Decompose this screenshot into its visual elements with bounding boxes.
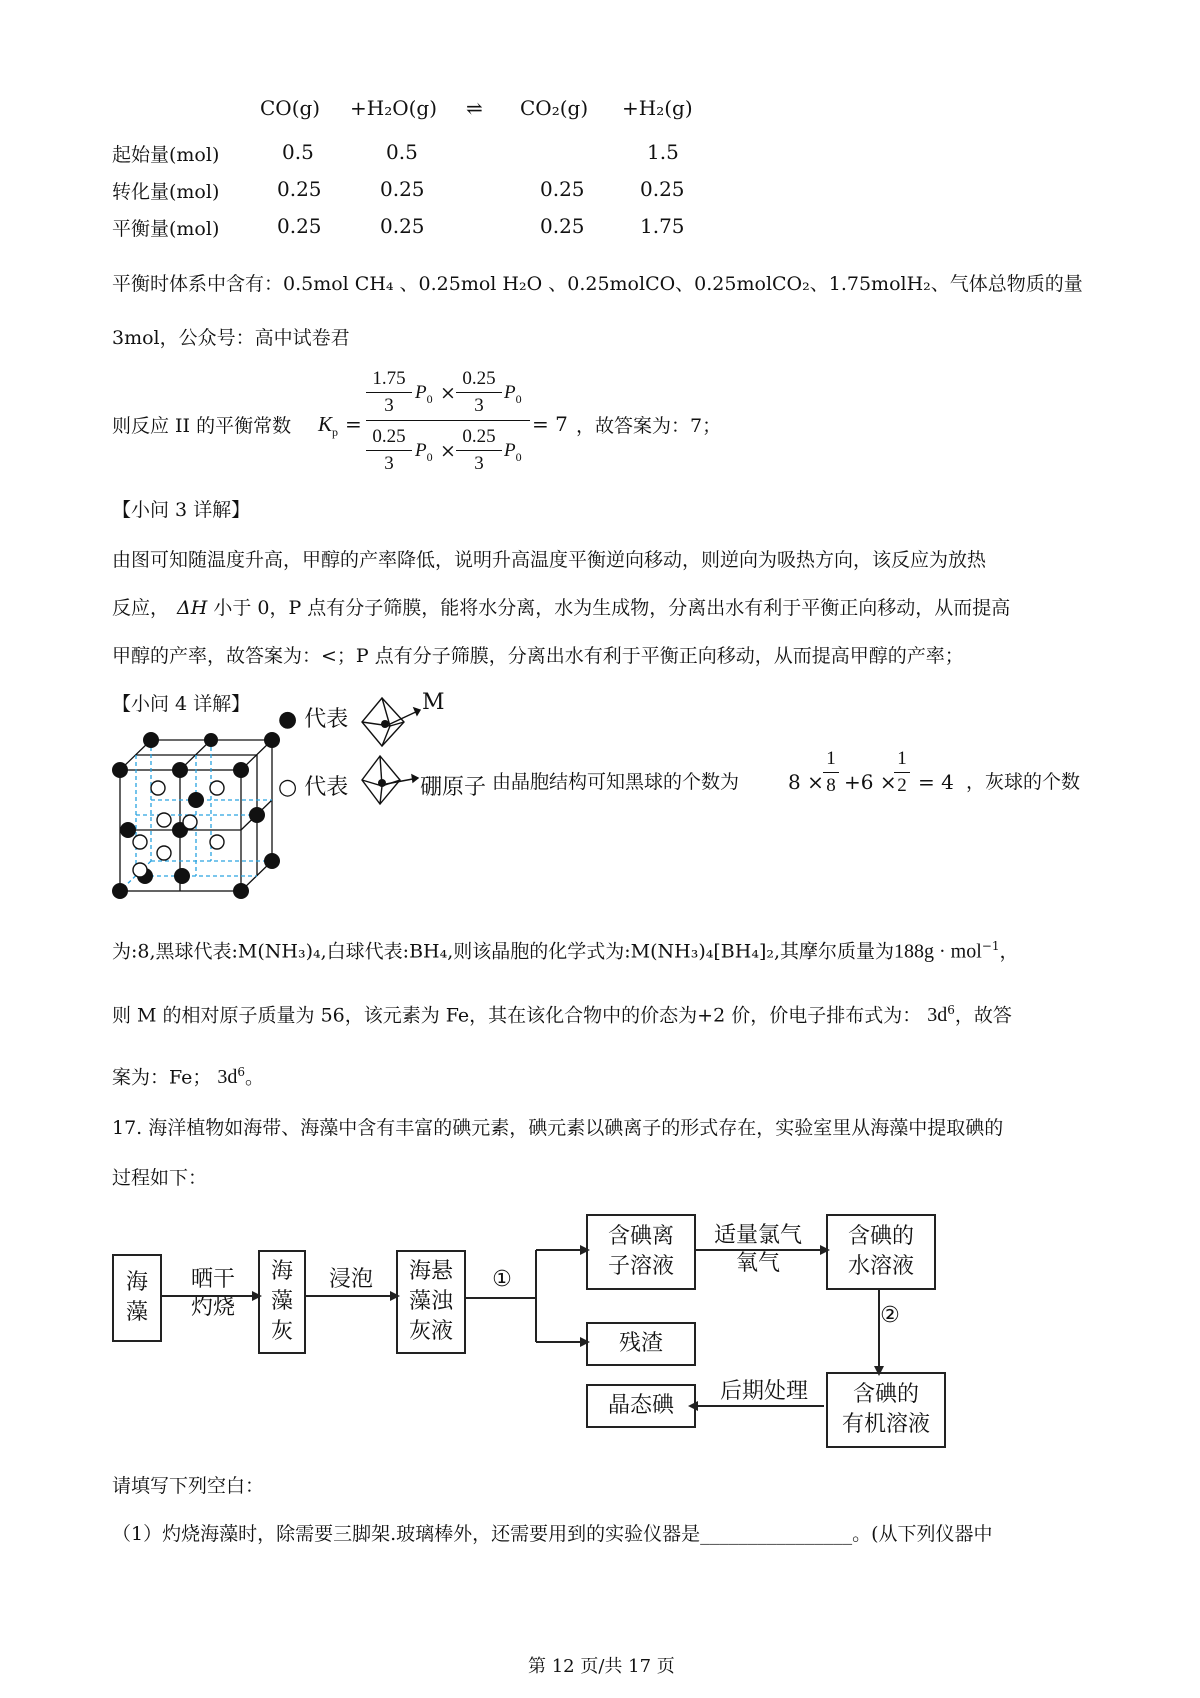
flow-box-suspension: 海悬 藻浊 灰液: [396, 1250, 466, 1354]
q17-line2: 过程如下：: [112, 1167, 208, 1189]
q3-line2: 反应， ΔH 小于 0，P 点有分子筛膜，能将水分离，水为生成物，分离出水有利于平衡正向移动，从而提高: [112, 597, 1011, 619]
eq-header-co2: CO₂(g): [520, 96, 589, 120]
q4-calc-a: 8 ×: [788, 770, 824, 794]
q4-line3: 则 M 的相对原子质量为 56，该元素为 Fe，其在该化合物中的价态为+2 价，价电子排布式为： $3d^6$，故答: [112, 1003, 1012, 1027]
kp-suffix: ，故答案为：7；: [576, 415, 722, 437]
eq-header-h2o: +H₂O(g): [350, 96, 438, 120]
eq-header-h2: +H₂(g): [622, 96, 693, 120]
eq-cell: 0.25: [380, 214, 425, 238]
q4-line4: 案为：Fe； $3d^6$。: [112, 1065, 265, 1089]
q4-calc-c: = 4: [918, 770, 954, 794]
q4-line2: 为:8,黑球代表:M(NH₃)₄,白球代表:BH₄,则该晶胞的化学式为:M(NH₃)₄[BH₄]₂,其摩尔质量为188g · mol$^{-1}$，: [112, 939, 1019, 963]
q3-line3: 甲醇的产率，故答案为：<；P 点有分子筛膜，分离出水有利于平衡正向移动，从而提高甲醇的产率；: [112, 645, 964, 667]
kp-num-frac2: 0.25 3: [456, 368, 502, 417]
eq-cell: 0.25: [380, 177, 425, 201]
eq-row-label: 起始量(mol): [112, 144, 220, 166]
q3-title: 【小问 3 详解】: [112, 499, 251, 521]
eq-row-label: 平衡量(mol): [112, 218, 220, 240]
fill-intro: 请填写下列空白：: [112, 1475, 265, 1497]
q4-text1: 由晶胞结构可知黑球的个数为: [492, 771, 740, 793]
legend-black: ● 代表: [278, 707, 349, 732]
eq-cell: 0.25: [640, 177, 685, 201]
flow-label-soak: 浸泡: [328, 1267, 373, 1292]
q4-calc-frac2: 1 2: [894, 748, 910, 797]
flow-box-residue: 残渣: [586, 1322, 696, 1366]
kp-num-times: ×: [440, 382, 456, 404]
eq-header-arrow: ⇌: [466, 96, 483, 120]
eq-row-label: 转化量(mol): [112, 181, 220, 203]
flow-label-step2: ②: [880, 1303, 900, 1328]
kp-result: = 7: [532, 412, 568, 436]
kp-num-frac1: 1.75 3: [366, 368, 412, 417]
kp-num-p0-1: $P_0$: [415, 382, 433, 406]
q3-line1: 由图可知随温度升高，甲醇的产率降低，说明升高温度平衡逆向移动，则逆向为吸热方向，该反应为放热: [112, 549, 987, 571]
q17-line1: 17. 海洋植物如海带、海藻中含有丰富的碘元素，碘元素以碘离子的形式存在，实验室里从海藻中提取碘的: [112, 1117, 1004, 1139]
flow-label-step1: ①: [492, 1267, 512, 1292]
flow-box-organic: 含碘的 有机溶液: [826, 1372, 946, 1448]
kp-prefix: 则反应 II 的平衡常数: [112, 415, 292, 437]
q4-text1-end: ，灰球的个数: [966, 771, 1081, 793]
eq-cell: 0.25: [540, 214, 585, 238]
kp-den-p0-2: $P_0$: [504, 440, 522, 464]
flow-box-ion-solution: 含碘离 子溶液: [586, 1214, 696, 1290]
kp-num-p0-2: $P_0$: [504, 382, 522, 406]
label-m: M: [422, 690, 445, 715]
flow-box-seaweed: 海 藻: [112, 1254, 162, 1342]
flow-label-oxidant: 适量氯气 氧气: [713, 1223, 802, 1276]
flow-box-ash: 海 藻 灰: [258, 1250, 306, 1354]
eq-cell: 1.75: [640, 214, 685, 238]
flow-label-post: 后期处理: [719, 1379, 808, 1404]
q4-calc-frac1: 1 8: [823, 748, 839, 797]
eq-cell: 0.5: [386, 140, 418, 164]
flow-box-aq-solution: 含碘的 水溶液: [826, 1214, 936, 1290]
q4-title: 【小问 4 详解】: [112, 693, 251, 715]
flow-label-dry-burn: 晒干 灼烧: [190, 1267, 235, 1320]
eq-cell: 0.25: [540, 177, 585, 201]
kp-equals: =: [345, 412, 362, 436]
kp-symbol: $K_p$: [318, 412, 339, 440]
equilibrium-summary: 平衡时体系中含有：0.5mol CH₄ 、0.25mol H₂O 、0.25molCO、0.25molCO₂、1.75molH₂、气体总物质的量: [112, 273, 1083, 295]
kp-den-frac2: 0.25 3: [456, 426, 502, 475]
legend-white: ○ 代表: [278, 775, 349, 800]
equilibrium-summary-cont: 3mol，公众号：高中试卷君: [112, 327, 350, 349]
q4-calc-b: +6 ×: [844, 770, 897, 794]
eq-cell: 1.5: [647, 140, 679, 164]
eq-cell: 0.25: [277, 177, 322, 201]
kp-den-times: ×: [440, 440, 456, 462]
eq-cell: 0.5: [282, 140, 314, 164]
q17-part1: （1）灼烧海藻时，除需要三脚架.玻璃棒外，还需要用到的实验仪器是________________。(从下列仪器中: [112, 1523, 993, 1545]
eq-cell: 0.25: [277, 214, 322, 238]
page-footer: 第 12 页/共 17 页: [528, 1656, 675, 1677]
label-boron: 硼原子: [420, 775, 487, 800]
eq-header-co: CO(g): [260, 96, 321, 120]
flow-box-crystal: 晶态碘: [586, 1384, 696, 1428]
kp-den-frac1: 0.25 3: [366, 426, 412, 475]
kp-den-p0-1: $P_0$: [415, 440, 433, 464]
